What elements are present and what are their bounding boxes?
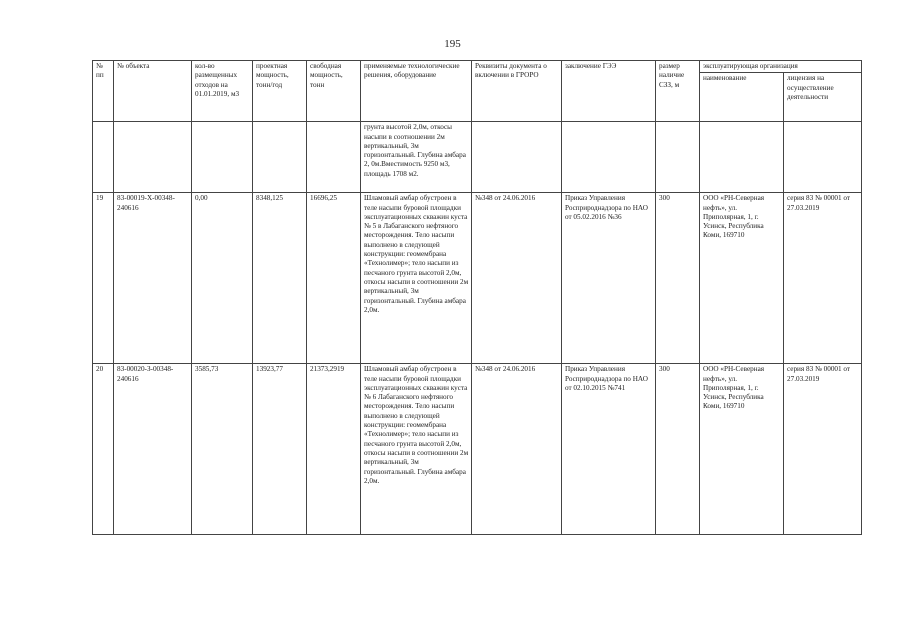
row-operator-license: серия 83 № 00001 от 27.03.2019 xyxy=(784,193,862,364)
header-waste-amount: кол-во размещенных отходов на 01.01.2019, м3 xyxy=(192,61,253,122)
row-gee-conclusion: Приказ Управления Росприроднадзора по НАО от 05.02.2016 №36 xyxy=(562,193,656,364)
row-szz-size: 300 xyxy=(656,193,700,364)
row-gross-requisites: №348 от 24.06.2016 xyxy=(472,193,562,364)
row-waste-amount: 0,00 xyxy=(192,193,253,364)
table-row-continuation xyxy=(93,122,862,193)
header-operator: эксплуатирующая организация xyxy=(700,61,862,73)
row-operator-name: ООО «РН-Северная нефть», ул. Приполярная, 1, г. Усинск, Республика Коми, 169710 xyxy=(700,193,784,364)
row-free-capacity: 16696,25 xyxy=(307,193,361,364)
header-object-num: № объекта xyxy=(114,61,192,122)
row-object-num: 83-00020-З-00348-240616 xyxy=(114,364,192,535)
header-technology: применяемые технологические решения, оборудование xyxy=(361,61,472,122)
row-design-capacity: 8348,125 xyxy=(253,193,307,364)
header-operator-license: лицензия на осуществление деятельности xyxy=(784,73,862,122)
row-technology: Шламовый амбар обустроен в теле насыпи буровой площадки эксплуатационных скважин куста № 5 в Лабаганского нефтяного месторождения. Тело насыпи выполнено в следующей конструкции: геомембрана «Технолимер»; тело насыпи из песчаного грунта высотой 2,0м, откосы насыпи в соотношении 2м вертикальный, 3м горизонтальный. Глубина амбара 2,0м. xyxy=(361,193,472,364)
header-operator-name: наименование xyxy=(700,73,784,122)
row-gee-conclusion: Приказ Управления Росприроднадзора по НАО от 02.10.2015 №741 xyxy=(562,364,656,535)
row-szz-size: 300 xyxy=(656,364,700,535)
row-operator-name: ООО «РН-Северная нефть», ул. Приполярная, 1, г. Усинск, Республика Коми, 169710 xyxy=(700,364,784,535)
continuation-technology: грунта высотой 2,0м, откосы насыпи в соотношении 2м вертикальный, 3м горизонтальный. Глубина амбара 2, 0м.Вместимость 9250 м3, площадь 1708 м2. xyxy=(361,122,472,193)
header-gross-requisites: Реквизиты документа о включении в ГРОРО xyxy=(472,61,562,122)
header-gee-conclusion: заключение ГЭЭ xyxy=(562,61,656,122)
header-free-capacity: свободная мощность, тонн xyxy=(307,61,361,122)
row-free-capacity: 21373,2919 xyxy=(307,364,361,535)
row-operator-license: серия 83 № 00001 от 27.03.2019 xyxy=(784,364,862,535)
header-szz-size: размер наличие СЗЗ, м xyxy=(656,61,700,122)
row-design-capacity: 13923,77 xyxy=(253,364,307,535)
row-num: 20 xyxy=(93,364,114,535)
table-row xyxy=(93,193,862,364)
table-header-row xyxy=(93,61,862,73)
row-gross-requisites: №348 от 24.06.2016 xyxy=(472,364,562,535)
header-num: № пп xyxy=(93,61,114,122)
row-technology: Шламовый амбар обустроен в теле насыпи буровой площадки эксплуатационных скважин куста № 6 Лабаганского нефтяного месторождения. Тело насыпи выполнено в следующей конструкции: геомембрана «Технолимер»; тело насыпи из песчаного грунта высотой 2,0м, откосы насыпи в соотношении 2м вертикальный, 3м горизонтальный. Глубина амбара 2,0м. xyxy=(361,364,472,535)
row-num: 19 xyxy=(93,193,114,364)
table-row xyxy=(93,364,862,535)
row-object-num: 83-00019-Х-00348-240616 xyxy=(114,193,192,364)
waste-registry-table xyxy=(92,60,862,535)
row-waste-amount: 3585,73 xyxy=(192,364,253,535)
header-design-capacity: проектная мощность, тонн/год xyxy=(253,61,307,122)
page-number: 195 xyxy=(444,38,461,50)
